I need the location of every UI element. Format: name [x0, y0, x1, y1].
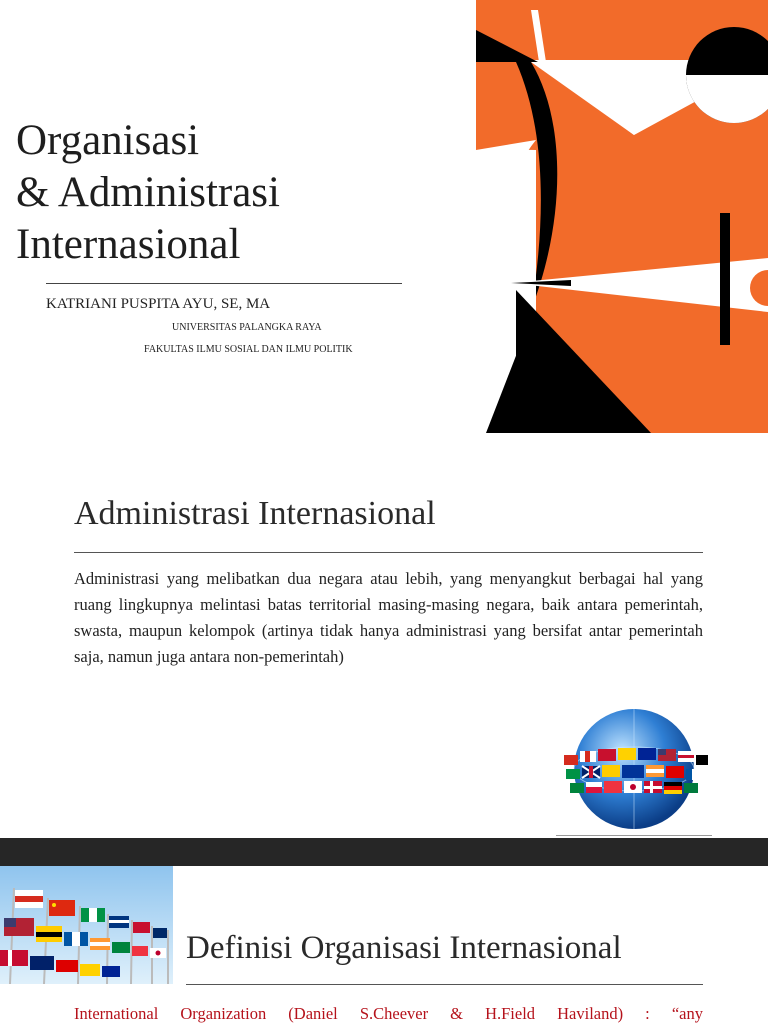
slide-separator — [0, 838, 768, 866]
title-divider — [74, 552, 703, 553]
title-line: Internasional — [16, 221, 241, 268]
author-name: KATRIANI PUSPITA AYU, SE, MA — [46, 296, 271, 312]
title-divider — [46, 283, 402, 284]
slide-title: Administrasi Internasional — [74, 495, 436, 532]
definition-slide — [0, 866, 768, 1024]
title-line: & Administrasi — [16, 169, 280, 216]
title-divider — [186, 984, 703, 985]
image-baseline — [556, 835, 712, 836]
university-name: UNIVERSITAS PALANGKA RAYA — [172, 322, 322, 333]
slide-body-text: Administrasi yang melibatkan dua negara atau lebih, yang menyangkut berbagai hal yang ruang lingkupnya melintasi batas territorial masing-masing negara, baik antara pemerintah, swasta, maupun kelompok (artinya tidak hanya administrasi yang bersifat antar pemerintah saja, namun juga antara non-pemerintah) — [74, 569, 703, 666]
slide-title — [16, 115, 280, 271]
abstract-art-icon — [476, 0, 768, 433]
title-line: Organisasi — [16, 117, 200, 164]
faculty-name: FAKULTAS ILMU SOSIAL DAN ILMU POLITIK — [144, 344, 353, 355]
slide-title: Definisi Organisasi Internasional — [186, 930, 622, 966]
globe-with-flags-icon — [556, 703, 712, 837]
slide-body-text: International Organization (Daniel S.Cheever & H.Field Haviland) : “any — [74, 1004, 703, 1023]
title-slide — [0, 0, 768, 433]
admin-slide — [0, 433, 768, 838]
flags-row-icon — [0, 866, 173, 984]
